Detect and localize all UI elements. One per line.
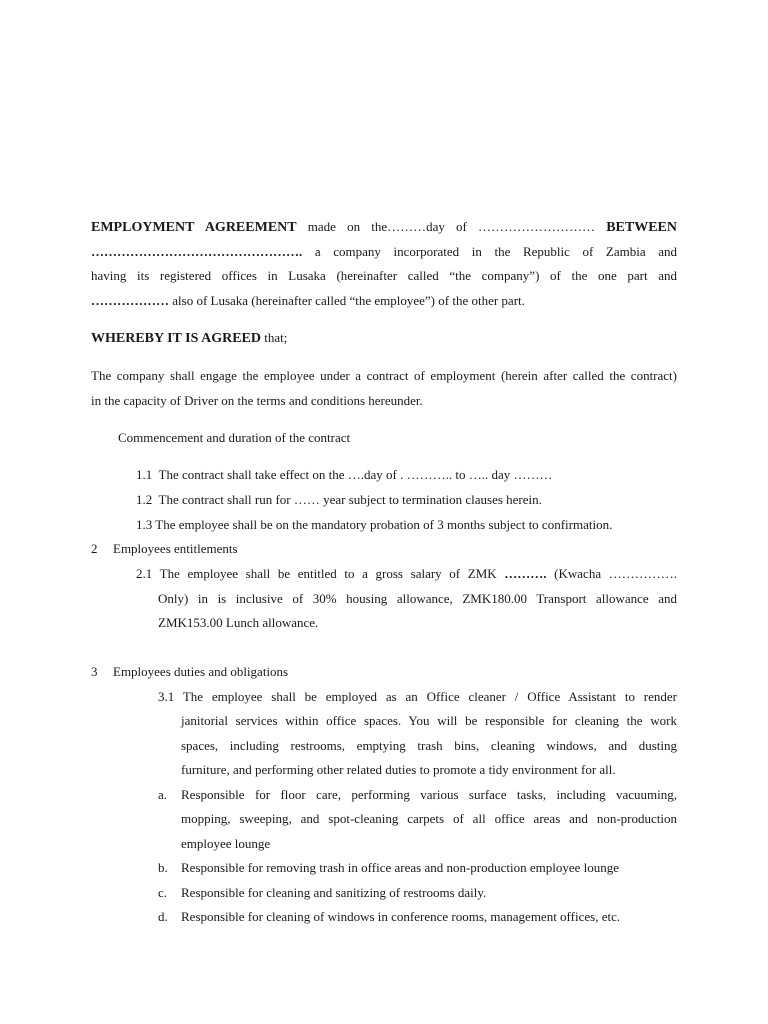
subitem-d-text: Responsible for cleaning of windows in conference rooms, management offices, etc.: [181, 909, 621, 924]
intro-line-4: [91, 293, 525, 309]
intro-line-1: [91, 219, 677, 236]
clause-2-1-line-3: ZMK153.00 Lunch allowance.: [158, 615, 319, 630]
clause-number: 2.1: [136, 566, 153, 581]
clause-text: The contract shall run for …… year subject to termination clauses herein.: [158, 492, 542, 507]
company-name-blank: ………………………………………….: [91, 244, 303, 259]
clause-3-1-line-4: furniture, and performing other related duties to promote a tidy environment for all.: [181, 762, 616, 777]
whereby-clause: [91, 330, 287, 347]
intro-line-2: [91, 244, 677, 260]
clause-1-3: [136, 517, 612, 533]
clause-number: 3.1: [158, 689, 175, 704]
intro-line-3: having its registered offices in Lusaka (hereinafter called “the company”) of the one part and: [91, 268, 677, 283]
clause-number: 1.2: [136, 492, 153, 507]
subitem-a-line-1: Responsible for floor care, performing various surface tasks, including vacuuming,: [181, 787, 677, 802]
subitem-letter: b.: [158, 860, 168, 875]
engage-line-2: in the capacity of Driver on the terms and conditions hereunder.: [91, 393, 423, 408]
section-number: 2: [91, 541, 98, 556]
subitem-c-text: Responsible for cleaning and sanitizing of restrooms daily.: [181, 885, 487, 900]
between-label: BETWEEN: [606, 220, 677, 235]
clause-2-1-line-1: [136, 566, 677, 582]
intro-line-4-text: also of Lusaka (hereinafter called “the employee”) of the other part.: [169, 293, 525, 308]
subitem-letter: d.: [158, 909, 168, 924]
section-3-heading: Employees duties and obligations: [113, 664, 289, 679]
subitem-a-line-2: mopping, sweeping, and spot-cleaning carpets of all office areas and non-production: [181, 811, 677, 826]
section-2-heading: [91, 541, 98, 557]
agreement-title: EMPLOYMENT AGREEMENT: [91, 220, 297, 235]
engage-line-1: The company shall engage the employee under a contract of employment (herein after called the contract): [91, 368, 677, 383]
intro-line-2-text: a company incorporated in the Republic of Zambia and: [302, 244, 677, 259]
clause-1-1: [136, 467, 553, 483]
clause-3-1-line-1: [158, 689, 677, 705]
subitem-b-text: Responsible for removing trash in office areas and non-production employee lounge: [181, 860, 620, 875]
section-3-number: 3: [91, 664, 98, 679]
clause-number: 1.1: [136, 467, 153, 482]
section-1-heading: Commencement and duration of the contract: [118, 430, 351, 445]
clause-text: The employee shall be employed as an Office cleaner / Office Assistant to render: [182, 689, 677, 704]
clause-text: The employee shall be entitled to a gross salary of ZMK: [159, 566, 505, 581]
clause-text: (Kwacha …………….: [546, 566, 677, 581]
clause-number: 1.3: [136, 517, 153, 532]
subitem-letter: c.: [158, 885, 168, 900]
clause-text: The employee shall be on the mandatory probation of 3 months subject to confirmation.: [155, 517, 613, 532]
intro-date-text: made on the………day of ………………………: [296, 219, 596, 234]
clause-2-1-line-2: Only) in is inclusive of 30% housing allowance, ZMK180.00 Transport allowance and: [158, 591, 677, 606]
whereby-heading: WHEREBY IT IS AGREED: [91, 331, 261, 346]
clause-3-1-line-2: janitorial services within office spaces. You will be responsible for cleaning the work: [181, 713, 677, 728]
subitem-letter: a.: [158, 787, 168, 802]
employee-name-blank: ………………: [91, 293, 169, 308]
salary-blank: ……….: [504, 566, 547, 581]
whereby-rest: that;: [261, 330, 288, 345]
clause-1-2: [136, 492, 542, 508]
section-2-title: Employees entitlements: [113, 541, 238, 556]
clause-text: The contract shall take effect on the ….day of . ……….. to ….. day ………: [158, 467, 553, 482]
clause-3-1-line-3: spaces, including restrooms, emptying trash bins, cleaning windows, and dusting: [181, 738, 677, 753]
subitem-a-line-3: employee lounge: [181, 836, 271, 851]
